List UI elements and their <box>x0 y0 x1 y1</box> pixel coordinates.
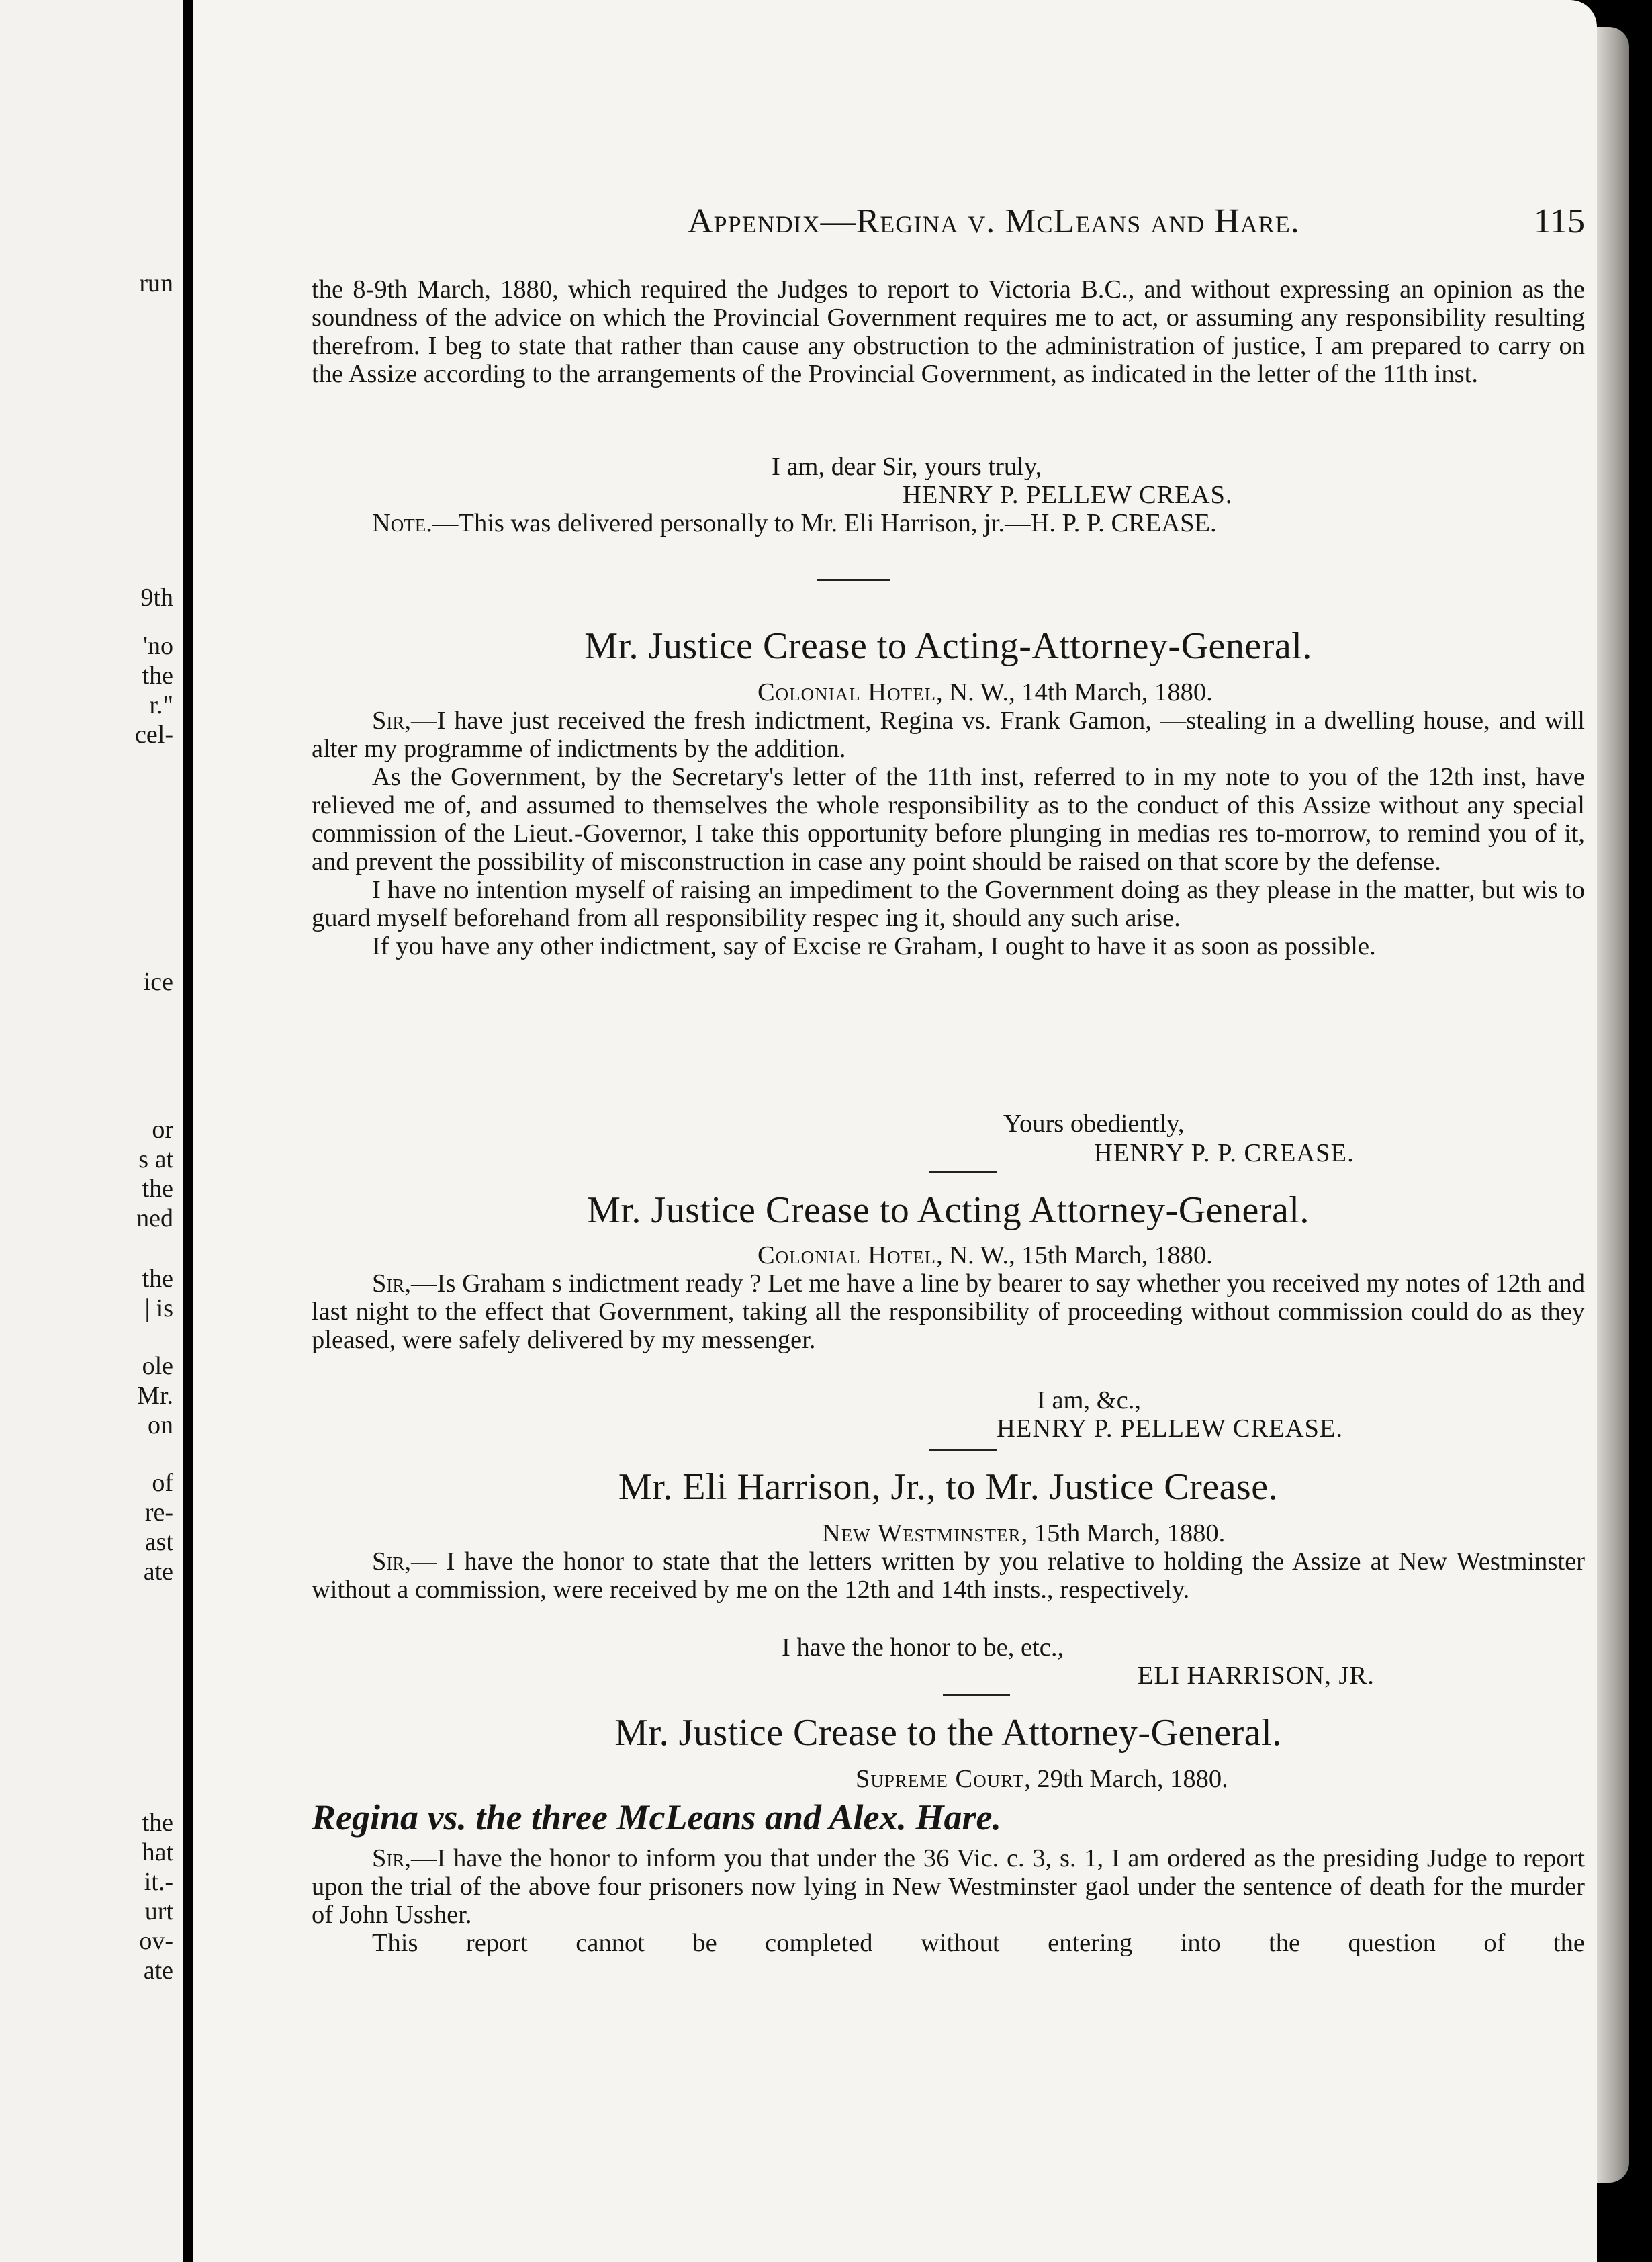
left-page-text-fragment: the <box>142 1175 173 1203</box>
letter-1-closing: Yours obediently, <box>1003 1110 1185 1138</box>
book-page <box>193 0 1597 2262</box>
left-page-text-fragment: | is <box>144 1294 173 1322</box>
letter-4-place: Supreme Court <box>856 1765 1025 1793</box>
letter-1-paragraph-1 <box>312 707 1585 763</box>
letter-1-signature: HENRY P. P. CREASE. <box>1094 1139 1355 1167</box>
letter-3-heading: Mr. Eli Harrison, Jr., to Mr. Justice Crease. <box>618 1466 1279 1508</box>
opening-paragraph-block <box>312 275 1585 388</box>
letter-3-body <box>312 1547 1585 1604</box>
note-label: Note. <box>372 509 432 537</box>
letter-1-salutation: Sir, <box>372 707 412 735</box>
letter-3-closing: I have the honor to be, etc., <box>782 1633 1064 1662</box>
letter-2-closing: I am, &c., <box>1037 1386 1142 1414</box>
letter-3-place: New Westminster <box>822 1519 1021 1547</box>
letter-2-place: Colonial Hotel <box>758 1241 937 1269</box>
letter-1-date: , N. W., 14th March, 1880. <box>936 678 1213 707</box>
left-page-text-fragment: on <box>148 1411 173 1439</box>
letter-4-paragraph-1 <box>312 1844 1585 1929</box>
letter-2-heading: Mr. Justice Crease to Acting Attorney-General. <box>587 1189 1310 1231</box>
left-page-text-fragment: r." <box>149 691 173 719</box>
page-edge <box>1597 27 1629 2183</box>
page-number: 115 <box>1533 202 1585 240</box>
left-page-text-fragment: the <box>142 662 173 690</box>
letter-2-body <box>312 1269 1585 1354</box>
case-title: Regina vs. the three McLeans and Alex. Hare. <box>312 1797 1001 1838</box>
letter-3-signature: ELI HARRISON, JR. <box>1138 1662 1375 1690</box>
left-page-text-fragment: s at <box>138 1145 173 1173</box>
letter-4-body <box>312 1844 1585 1957</box>
left-page-text-fragment: 'no <box>143 632 173 660</box>
letter-2-signature: HENRY P. PELLEW CREASE. <box>997 1414 1344 1443</box>
letter-1-paragraph-4: If you have any other indictment, say of Excise re Graham, I ought to have it as soon as possible. <box>372 932 1376 960</box>
letter-2-paragraph-1-text: —Is Graham s indictment ready ? Let me have a line by bearer to say whether you received my notes of 12th and last night to the effect that Government, taking all the responsibility of proceeding without commission could do as they pleased, were safely delivered by my messenger. <box>312 1269 1585 1354</box>
letter-1-place: Colonial Hotel <box>758 678 937 707</box>
opening-signature: HENRY P. PELLEW CREAS. <box>903 481 1233 509</box>
letter-1-paragraph-2: As the Government, by the Secretary's letter of the 11th inst, referred to in my note to you of the 12th inst, have relieved me of, and assumed to themselves the whole responsibility as to the conduct of this Assize without any special commission of the Lieut.-Governor, I take this opportunity before plunging in medias res to-morrow, to remind you of it, and prevent the possibility of misconstruction in case any point should be raised on that score by the defense. <box>312 763 1585 876</box>
left-page-text-fragment: run <box>139 269 173 298</box>
letter-1-paragraph-1-text: —I have just received the fresh indictment, Regina vs. Frank Gamon, —stealing in a dwelling house, and will alter my programme of indictments by the addition. <box>312 707 1585 763</box>
note-paragraph <box>312 509 1585 537</box>
note-text: —This was delivered personally to Mr. Eli Harrison, jr.—H. P. P. CREASE. <box>432 509 1217 537</box>
left-page-text-fragment: ast <box>144 1528 173 1556</box>
left-page-text-fragment: urt <box>144 1897 173 1926</box>
left-page-text-fragment: 9th <box>140 584 173 612</box>
left-page-text-fragment: ate <box>143 1956 173 1985</box>
left-page-text-fragment: the <box>142 1265 173 1293</box>
letter-3-dateline <box>822 1519 1225 1547</box>
letter-4-date: , 29th March, 1880. <box>1024 1765 1228 1793</box>
section-divider <box>817 579 890 581</box>
left-page-text-fragment: ned <box>136 1204 173 1232</box>
left-page-text-fragment: cel- <box>135 721 173 749</box>
note-block <box>312 509 1585 537</box>
left-page-text-fragment: ate <box>143 1557 173 1586</box>
letter-4-salutation: Sir, <box>372 1844 412 1872</box>
left-page-text-fragment: hat <box>142 1838 173 1866</box>
letter-1-heading: Mr. Justice Crease to Acting-Attorney-General. <box>584 625 1312 667</box>
opening-paragraph: the 8-9th March, 1880, which required the Judges to report to Victoria B.C., and without expressing an opinion as the soundness of the advice on which the Provincial Government requires me to act, or assuming any responsibility resulting therefrom. I beg to state that rather than cause any obstruction to the administration of justice, I am prepared to carry on the Assize according to the arrangements of the Provincial Government, as indicated in the letter of the 11th inst. <box>312 275 1585 388</box>
letter-4-paragraph-2: This report cannot be completed without entering into the question of the <box>372 1929 1585 1957</box>
section-divider <box>929 1449 997 1451</box>
letter-2-date: , N. W., 15th March, 1880. <box>936 1241 1213 1269</box>
letter-4-dateline <box>856 1765 1228 1793</box>
letter-3-paragraph-1-text: — I have the honor to state that the letters written by you relative to holding the Assize at New Westminster without a commission, were received by me on the 12th and 14th insts., respectively. <box>312 1547 1585 1604</box>
letter-2-paragraph-1 <box>312 1269 1585 1354</box>
letter-1-body <box>312 707 1585 960</box>
letter-3-salutation: Sir, <box>372 1547 412 1576</box>
letter-4-heading: Mr. Justice Crease to the Attorney-General. <box>614 1712 1282 1754</box>
left-page-text-fragment: it.- <box>144 1868 173 1896</box>
left-page-text-fragment: Mr. <box>137 1382 173 1410</box>
left-page-text-fragment: or <box>152 1116 173 1144</box>
left-page-text-fragment: ole <box>142 1352 173 1380</box>
left-page-text-fragment: re- <box>144 1498 173 1527</box>
letter-2-salutation: Sir, <box>372 1269 412 1298</box>
letter-3-paragraph-1 <box>312 1547 1585 1604</box>
letter-1-dateline <box>758 678 1213 707</box>
letter-3-date: , 15th March, 1880. <box>1021 1519 1226 1547</box>
letter-4-paragraph-1-text: —I have the honor to inform you that under the 36 Vic. c. 3, s. 1, I am ordered as the presiding Judge to report upon the trial of the above four prisoners now lying in New Westminster gaol under the sentence of death for the murder of John Ussher. <box>312 1844 1585 1929</box>
previous-page-fragment <box>0 0 183 2262</box>
letter-1-paragraph-3: I have no intention myself of raising an impediment to the Government doing as they please in the matter, but wis to guard myself beforehand from all responsibility respec ing it, should any such arise. <box>312 876 1585 932</box>
opening-closing: I am, dear Sir, yours truly, <box>772 453 1042 481</box>
left-page-text-fragment: ov- <box>139 1927 173 1955</box>
left-page-text-fragment: ice <box>143 968 173 996</box>
section-divider <box>929 1171 997 1173</box>
letter-2-dateline <box>758 1241 1213 1269</box>
left-page-text-fragment: of <box>152 1469 173 1497</box>
running-title: Appendix—Regina v. McLeans and Hare. <box>688 202 1300 240</box>
section-divider <box>943 1694 1010 1696</box>
left-page-text-fragment: the <box>142 1809 173 1837</box>
